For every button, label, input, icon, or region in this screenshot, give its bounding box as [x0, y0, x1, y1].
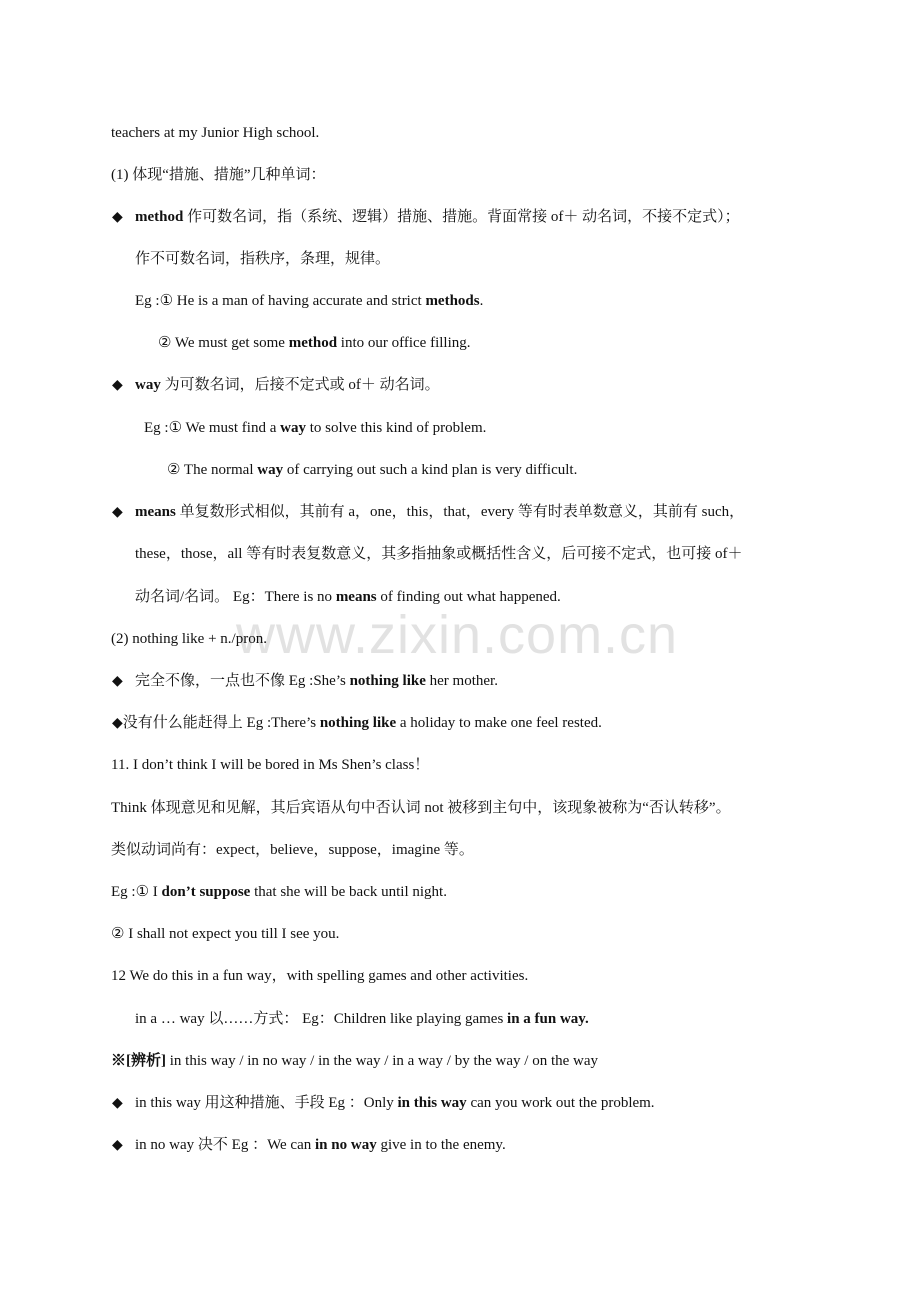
section-heading: (2) nothing like + n./pron.: [111, 631, 267, 647]
example-line: Eg :① I don’t suppose that she will be back until night.: [111, 884, 447, 900]
bullet-item: ◆ 完全不像，一点也不像 Eg :She’s nothing like her mother.: [112, 671, 498, 692]
example-line: ② We must get some method into our office filling.: [158, 335, 471, 351]
text-line: 作不可数名词，指秩序，条理，规律。: [135, 251, 391, 267]
example-line: ② I shall not expect you till I see you.: [111, 926, 340, 942]
example-line: ② The normal way of carrying out such a kind plan is very difficult.: [167, 462, 578, 478]
diamond-icon: ◆: [112, 1138, 123, 1153]
example-line: Eg :① He is a man of having accurate and strict methods.: [135, 293, 484, 309]
diamond-icon: ◆: [112, 674, 123, 689]
analysis-heading: ※[辨析] in this way / in no way / in the way / in a way / by the way / on the way: [111, 1053, 599, 1069]
text-line: these，those，all 等有时表复数意义，其多指抽象或概括性含义，后可接不定式，也可接 of＋: [135, 546, 743, 562]
bullet-item: ◆ method 作可数名词，指（系统、逻辑）措施、措施。背面常接 of＋ 动名词，不接不定式）；: [112, 207, 740, 228]
diamond-icon: ◆: [112, 378, 123, 393]
text-line: Think 体现意见和见解，其后宾语从句中否认词 not 被移到主句中，该现象被称为“否认转移”。: [111, 800, 731, 816]
diamond-icon: ◆: [112, 1096, 123, 1111]
section-heading: 12 We do this in a fun way，with spelling games and other activities.: [111, 968, 529, 984]
section-heading: (1) 体现“措施、措施”几种单词：: [111, 167, 326, 183]
bullet-item: ◆没有什么能赶得上 Eg :There’s nothing like a holiday to make one feel rested.: [112, 715, 602, 731]
bullet-item: ◆ means 单复数形式相似，其前有 a，one，this，that，every 等有时表单数意义，其前有 such，: [112, 502, 744, 523]
section-heading: 11. I don’t think I will be bored in Ms Shen’s class！: [111, 757, 430, 773]
watermark: www.zixin.com.cn: [236, 605, 679, 665]
text-line: in a … way 以……方式： Eg：Children like playing games in a fun way.: [135, 1011, 589, 1027]
bullet-item: ◆ way 为可数名词，后接不定式或 of＋ 动名词。: [112, 375, 440, 396]
example-line: Eg :① We must find a way to solve this kind of problem.: [144, 420, 487, 436]
diamond-icon: ◆: [112, 210, 123, 225]
text-line: 类似动词尚有：expect，believe，suppose，imagine 等。: [111, 842, 474, 858]
text-line: 动名词/名词。 Eg：There is no means of finding out what happened.: [135, 589, 561, 605]
diamond-icon: ◆: [112, 716, 123, 731]
bullet-item: ◆ in this way 用这种措施、手段 Eg ：Only in this way can you work out the problem.: [112, 1093, 655, 1114]
text-line: teachers at my Junior High school.: [111, 125, 320, 141]
diamond-icon: ◆: [112, 505, 123, 520]
bullet-item: ◆ in no way 决不 Eg ：We can in no way give in to the enemy.: [112, 1135, 506, 1156]
